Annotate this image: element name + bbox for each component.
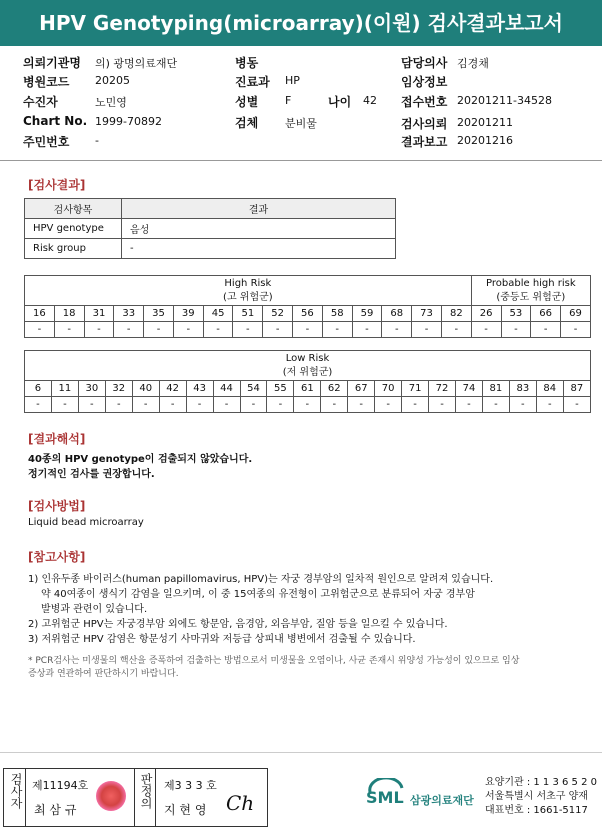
hpv-type-cell: 67	[348, 381, 375, 397]
hpv-value-cell: -	[78, 397, 105, 413]
hpv-value-cell: -	[186, 397, 213, 413]
hpv-type-cell: 82	[441, 306, 471, 322]
high-risk-table	[24, 275, 591, 338]
receipt-label: 접수번호	[401, 95, 448, 109]
hpv-value-cell: -	[482, 397, 509, 413]
hpv-type-cell: 31	[84, 306, 114, 322]
hpv-value-cell: -	[144, 322, 174, 338]
doctor-value: 김경채	[457, 57, 489, 70]
brand-sml: SML	[366, 788, 404, 807]
result-value: -	[122, 239, 396, 259]
report-date-value: 20201216	[457, 134, 513, 147]
hpv-type-cell: 26	[471, 306, 501, 322]
hpv-value-cell: -	[382, 322, 412, 338]
ward-label: 병동	[235, 56, 259, 70]
resident-label: 주민번호	[23, 135, 70, 149]
hpv-type-cell: 61	[294, 381, 321, 397]
seal-stamp	[96, 781, 126, 811]
hpv-value-cell: -	[25, 397, 52, 413]
note-line: 증상과 연관하여 판단하시기 바랍니다.	[28, 669, 179, 679]
specimen-label: 검체	[235, 116, 259, 130]
request-value: 20201211	[457, 116, 513, 129]
hpv-type-cell: 16	[25, 306, 55, 322]
probable-risk-title: Probable high risk	[486, 277, 576, 289]
hpv-value-cell: -	[294, 397, 321, 413]
section-method-title: [검사방법]	[28, 499, 86, 513]
section-notes-title: [참고사항]	[28, 550, 86, 564]
section-result-title: [검사결과]	[28, 178, 86, 192]
hpv-value-cell: -	[84, 322, 114, 338]
resident-value: -	[95, 134, 99, 147]
divider	[0, 160, 602, 161]
low-risk-title: Low Risk	[285, 352, 330, 364]
interpretation-text	[28, 452, 252, 482]
hpv-type-cell: 18	[54, 306, 84, 322]
hpv-type-cell: 70	[375, 381, 402, 397]
hpv-value-cell: -	[441, 322, 471, 338]
hpv-type-cell: 53	[501, 306, 531, 322]
hpv-type-cell: 51	[233, 306, 263, 322]
age-value: 42	[363, 94, 377, 107]
hpv-type-cell: 71	[402, 381, 429, 397]
dept-label: 진료과	[235, 75, 270, 89]
hpv-value-cell: -	[173, 322, 203, 338]
hpv-type-cell: 74	[456, 381, 483, 397]
hpv-type-cell: 35	[144, 306, 174, 322]
hpv-value-cell: -	[412, 322, 442, 338]
hpv-value-cell: -	[429, 397, 456, 413]
hpv-value-cell: -	[321, 397, 348, 413]
hpv-type-cell: 59	[352, 306, 382, 322]
patient-value: 노민영	[95, 96, 127, 109]
age-label: 나이	[328, 95, 352, 109]
hpv-value-cell: -	[536, 397, 563, 413]
address-line: 요양기관 : 1 1 3 6 5 2 0	[485, 777, 597, 788]
reviewer-label: 판정의	[139, 773, 153, 809]
hpv-type-cell: 68	[382, 306, 412, 322]
hpv-type-cell: 40	[132, 381, 159, 397]
hpv-value-cell: -	[561, 322, 591, 338]
hpv-value-cell: -	[375, 397, 402, 413]
institution-value: 의) 광명의료재단	[95, 57, 178, 70]
result-table	[24, 198, 396, 259]
result-value: 음성	[122, 219, 396, 239]
note-line: 발병과 관련이 있습니다.	[41, 604, 148, 615]
report-title: HPV Genotyping(microarray)(이원) 검사결과보고서	[0, 0, 602, 46]
hpv-type-cell: 73	[412, 306, 442, 322]
hpv-type-cell: 32	[105, 381, 132, 397]
hpv-type-cell: 54	[240, 381, 267, 397]
hpv-type-cell: 84	[536, 381, 563, 397]
low-risk-table	[24, 350, 591, 413]
section-interpretation-title: [결과해석]	[28, 432, 86, 446]
low-risk-subtitle: (저 위험군)	[282, 366, 333, 378]
probable-risk-header	[471, 276, 590, 306]
hpv-value-cell: -	[348, 397, 375, 413]
institution-address	[485, 776, 602, 818]
hpv-type-cell: 55	[267, 381, 294, 397]
hpv-value-cell: -	[471, 322, 501, 338]
institution-label: 의뢰기관명	[23, 56, 81, 70]
sex-label: 성별	[235, 95, 259, 109]
specimen-value: 분비물	[285, 117, 317, 130]
request-label: 검사의뢰	[401, 117, 448, 131]
note-line: * PCR검사는 미생물의 핵산을 증폭하여 검출하는 방법으로서 미생물을 오염이나, 사균 존재시 위양성 가능성이 있으므로 임상	[28, 656, 520, 666]
hospital-code-label: 병원코드	[23, 75, 70, 89]
hpv-type-cell: 44	[213, 381, 240, 397]
inspector-no: 제11194호	[32, 779, 89, 792]
hpv-value-cell: -	[114, 322, 144, 338]
notes-text	[28, 572, 598, 647]
hpv-type-cell: 56	[293, 306, 323, 322]
hpv-type-cell: 83	[509, 381, 536, 397]
hpv-type-cell: 6	[25, 381, 52, 397]
signature: Ch	[226, 791, 255, 815]
receipt-value: 20201211-34528	[457, 94, 552, 107]
pcr-note	[28, 655, 598, 681]
reviewer-no: 제3 3 3 호	[164, 779, 217, 792]
clinical-label: 임상정보	[401, 75, 448, 89]
sex-value: F	[285, 94, 292, 107]
hpv-type-cell: 62	[321, 381, 348, 397]
doctor-label: 담당의사	[401, 56, 448, 70]
hpv-value-cell: -	[402, 397, 429, 413]
high-risk-header	[25, 276, 472, 306]
hpv-value-cell: -	[509, 397, 536, 413]
table-row	[25, 239, 396, 259]
hpv-value-cell: -	[352, 322, 382, 338]
hpv-value-cell: -	[293, 322, 323, 338]
hpv-type-cell: 30	[78, 381, 105, 397]
hpv-value-cell: -	[213, 397, 240, 413]
hpv-value-cell: -	[563, 397, 590, 413]
inspector-label: 검사자	[9, 773, 23, 809]
hpv-type-cell: 87	[563, 381, 590, 397]
note-line: 1) 인유두종 바이러스(human papillomavirus, HPV)는 자궁 경부암의 일차적 원인으로 알려져 있습니다.	[28, 574, 494, 585]
hpv-value-cell: -	[132, 397, 159, 413]
hpv-value-cell: -	[456, 397, 483, 413]
brand-name: 삼광의료재단	[410, 794, 474, 807]
signature-box	[3, 768, 268, 827]
hpv-value-cell: -	[203, 322, 233, 338]
hpv-value-cell: -	[263, 322, 293, 338]
reviewer-name: 지 현 영	[164, 803, 207, 817]
interpretation-line: 40종의 HPV genotype이 검출되지 않았습니다.	[28, 454, 253, 465]
method-text: Liquid bead microarray	[28, 517, 144, 528]
note-line: 3) 저위험군 HPV 감염은 항문성기 사마귀와 저등급 상피내 병변에서 검출될 수 있습니다.	[28, 634, 416, 645]
col-item-header: 검사항목	[25, 199, 122, 219]
col-result-header: 결과	[122, 199, 396, 219]
chart-value: 1999-70892	[95, 115, 162, 128]
hpv-value-cell: -	[531, 322, 561, 338]
note-line: 2) 고위험군 HPV는 자궁경부암 외에도 항문암, 음경암, 외음부암, 질암 등을 일으킬 수 있습니다.	[28, 619, 448, 630]
hpv-value-cell: -	[240, 397, 267, 413]
hpv-value-cell: -	[25, 322, 55, 338]
interpretation-line: 정기적인 검사를 권장합니다.	[28, 469, 155, 480]
hpv-value-cell: -	[322, 322, 352, 338]
patient-label: 수진자	[23, 95, 58, 109]
hpv-value-cell: -	[159, 397, 186, 413]
hpv-type-cell: 33	[114, 306, 144, 322]
hpv-type-cell: 72	[429, 381, 456, 397]
hpv-type-cell: 11	[51, 381, 78, 397]
hospital-code-value: 20205	[95, 74, 130, 87]
result-item: Risk group	[25, 239, 122, 259]
hpv-type-cell: 43	[186, 381, 213, 397]
hpv-value-cell: -	[233, 322, 263, 338]
table-row	[25, 219, 396, 239]
chart-label: Chart No.	[23, 114, 88, 128]
low-risk-header	[25, 351, 591, 381]
result-item: HPV genotype	[25, 219, 122, 239]
hpv-value-cell: -	[501, 322, 531, 338]
hpv-value-cell: -	[105, 397, 132, 413]
footer-divider	[0, 752, 602, 753]
hpv-type-cell: 42	[159, 381, 186, 397]
high-risk-subtitle: (고 위험군)	[223, 291, 273, 303]
address-line: 대표번호 : 1661-5117	[485, 805, 588, 816]
hpv-value-cell: -	[51, 397, 78, 413]
hpv-type-cell: 58	[322, 306, 352, 322]
hpv-type-cell: 69	[561, 306, 591, 322]
patient-info	[23, 52, 593, 152]
high-risk-title: High Risk	[224, 277, 272, 289]
note-line: 약 40여종이 생식기 감염을 일으키며, 이 중 15여종의 유전형이 고위험군으로 분류되어 자궁 경부암	[41, 589, 475, 600]
hpv-type-cell: 52	[263, 306, 293, 322]
inspector-name: 최 삼 규	[34, 803, 77, 817]
hpv-type-cell: 81	[482, 381, 509, 397]
hpv-type-cell: 45	[203, 306, 233, 322]
hpv-type-cell: 66	[531, 306, 561, 322]
dept-value: HP	[285, 74, 300, 87]
address-line: 서울특별시 서초구 양재	[485, 791, 588, 802]
report-date-label: 결과보고	[401, 135, 448, 149]
probable-risk-subtitle: (중등도 위험군)	[496, 291, 566, 303]
hpv-value-cell: -	[267, 397, 294, 413]
hpv-value-cell: -	[54, 322, 84, 338]
hpv-type-cell: 39	[173, 306, 203, 322]
